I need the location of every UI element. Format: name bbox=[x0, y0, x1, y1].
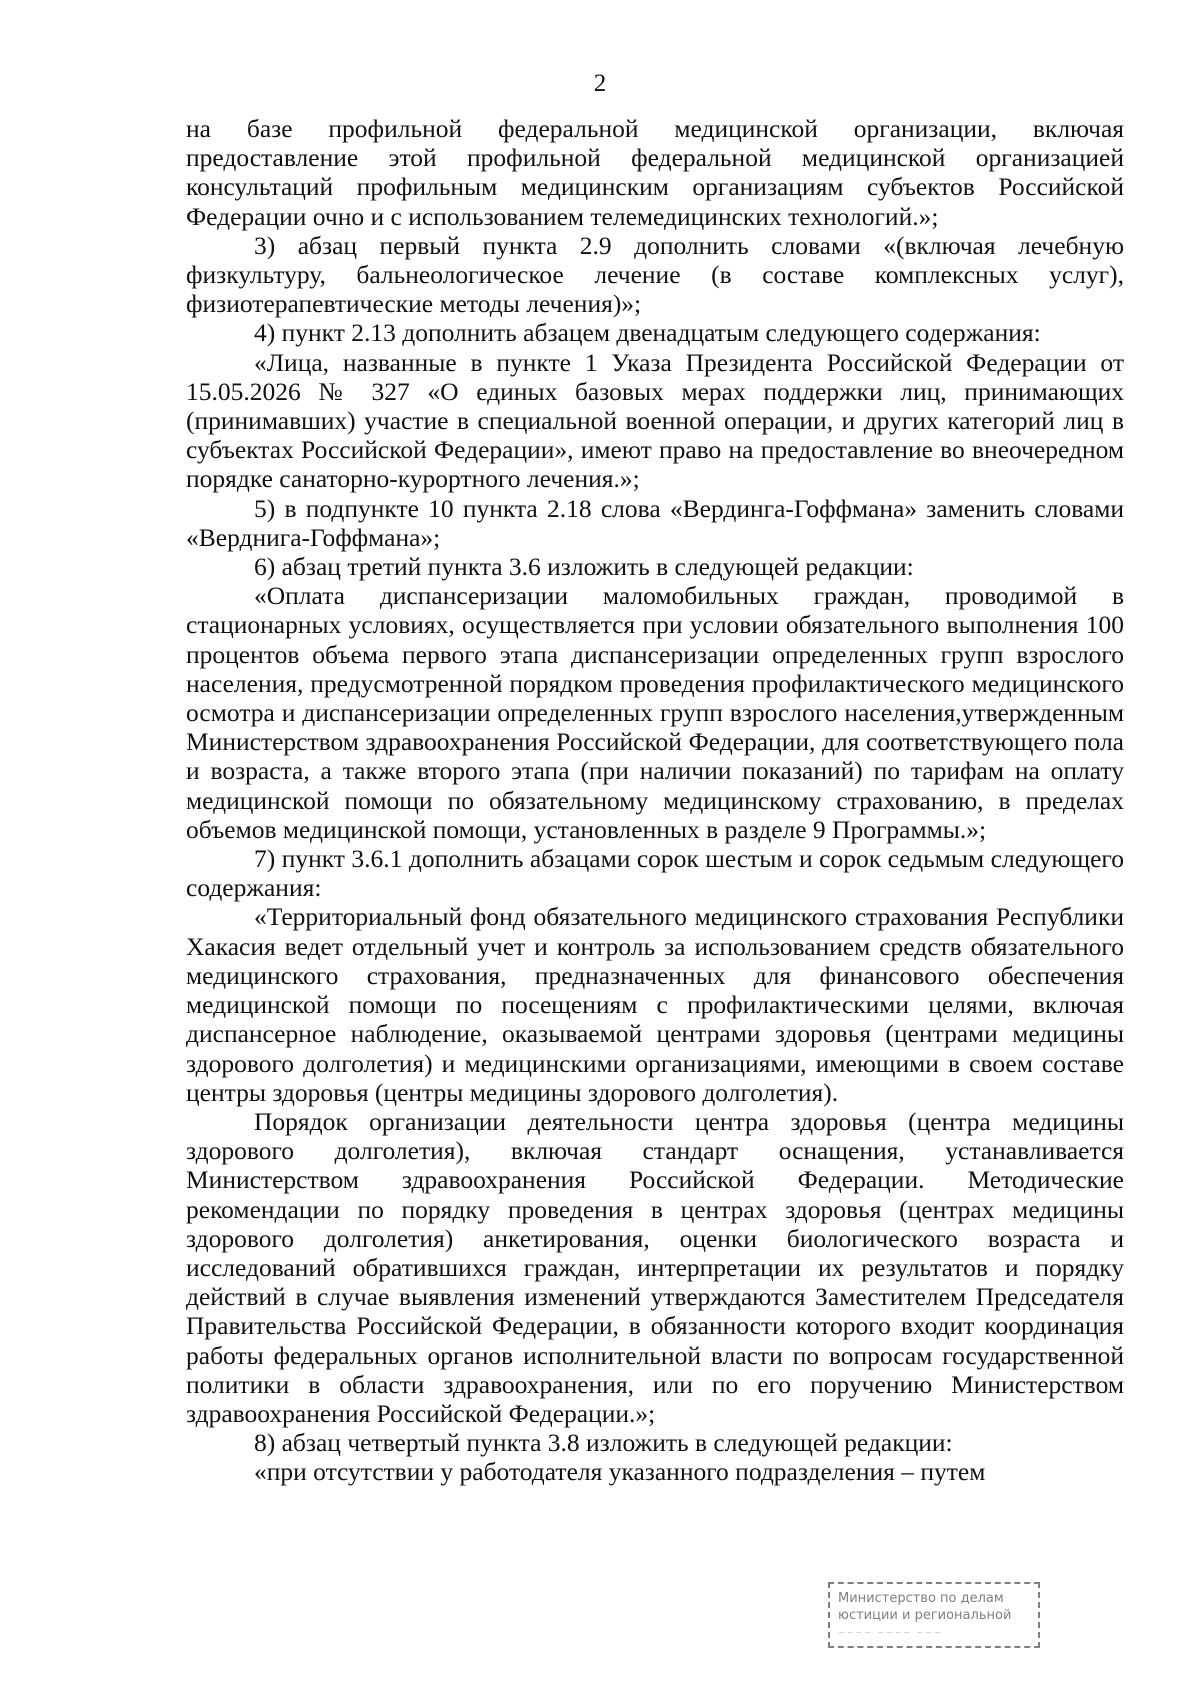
paragraph-3: «Лица, названные в пункте 1 Указа Президента Российской Федерации от 15.05.2026 № 327 «О единых базовых мерах поддержки лиц, принимающих (принимавших) участие в специальной военной операции, и других категорий лиц в субъектах Российской Федерации», имеют право на предоставление во внеочередном порядке санаторно-курортного лечения.»; bbox=[186, 347, 1124, 494]
paragraph-4: 5) в подпункте 10 пункта 2.18 слова «Вердинга-Гоффмана» заменить словами «Верднига-Гоффмана»; bbox=[186, 493, 1124, 552]
paragraph-10: 8) абзац четвертый пункта 3.8 изложить в следующей редакции: bbox=[254, 1428, 953, 1458]
document-body bbox=[186, 114, 1124, 1487]
paragraph-2: 4) пункт 2.13 дополнить абзацем двенадцатым следующего содержания: bbox=[254, 318, 1041, 348]
page-number: 2 bbox=[593, 70, 607, 97]
stamp-line-1: Министерство по делам bbox=[838, 1591, 1004, 1606]
paragraph-9: Порядок организации деятельности центра здоровья (центра медицины здорового долголетия), включая стандарт оснащения, устанавливается Министерством здравоохранения Российской Федерации. Методические рекомендации по порядку проведения в центрах здоровья (центрах медицины здорового долголетия) анкетирования, оценки биологического возраста и исследований обратившихся граждан, интерпретации их результатов и порядку действий в случае выявления изменений утверждаются Заместителем Председателя Правительства Российской Федерации, в обязанности которого входит координация работы федеральных органов исполнительной власти по вопросам государственной политики в области здравоохранения, или по его поручению Министерством здравоохранения Российской Федерации.»; bbox=[186, 1106, 1124, 1428]
paragraph-1: 3) абзац первый пункта 2.9 дополнить словами «(включая лечебную физкультуру, бальнеологическое лечение (в составе комплексных услуг), физиотерапевтические методы лечения)»; bbox=[186, 230, 1124, 319]
registration-stamp bbox=[828, 1582, 1040, 1648]
paragraph-8: «Территориальный фонд обязательного медицинского страхования Республики Хакасия ведет отдельный учет и контроль за использованием средств обязательного медицинского страхования, предназначенных для финансового обеспечения медицинской помощи по посещениям с профилактическими целями, включая диспансерное наблюдение, оказываемой центрами здоровья (центрами медицины здорового долголетия) и медицинскими организациями, имеющими в своем составе центры здоровья (центры медицины здорового долголетия). bbox=[186, 902, 1124, 1107]
paragraph-7: 7) пункт 3.6.1 дополнить абзацами сорок шестым и сорок седьмым следующего содержания: bbox=[186, 844, 1124, 903]
paragraph-0: на базе профильной федеральной медицинской организации, включая предоставление этой профильной федеральной медицинской организацией консультаций профильным медицинским организациям субъектов Российской Федерации очно и с использованием телемедицинских технологий.»; bbox=[186, 114, 1124, 231]
stamp-faded-line: ~~~~ ~~~~ ~~~ bbox=[838, 1628, 943, 1637]
stamp-line-2: юстиции и региональной bbox=[838, 1608, 1012, 1623]
paragraph-6: «Оплата диспансеризации маломобильных граждан, проводимой в стационарных условиях, осуществляется при условии обязательного выполнения 100 процентов объема первого этапа диспансеризации определенных групп взрослого населения, предусмотренной порядком проведения профилактического медицинского осмотра и диспансеризации определенных групп взрослого населения,утвержденным Министерством здравоохранения Российской Федерации, для соответствующего пола и возраста, а также второго этапа (при наличии показаний) по тарифам на оплату медицинской помощи по обязательному медицинскому страхованию, в пределах объемов медицинской помощи, установленных в разделе 9 Программы.»; bbox=[186, 581, 1124, 844]
paragraph-11: «при отсутствии у работодателя указанного подразделения – путем bbox=[254, 1457, 986, 1487]
paragraph-5: 6) абзац третий пункта 3.6 изложить в следующей редакции: bbox=[254, 552, 914, 582]
